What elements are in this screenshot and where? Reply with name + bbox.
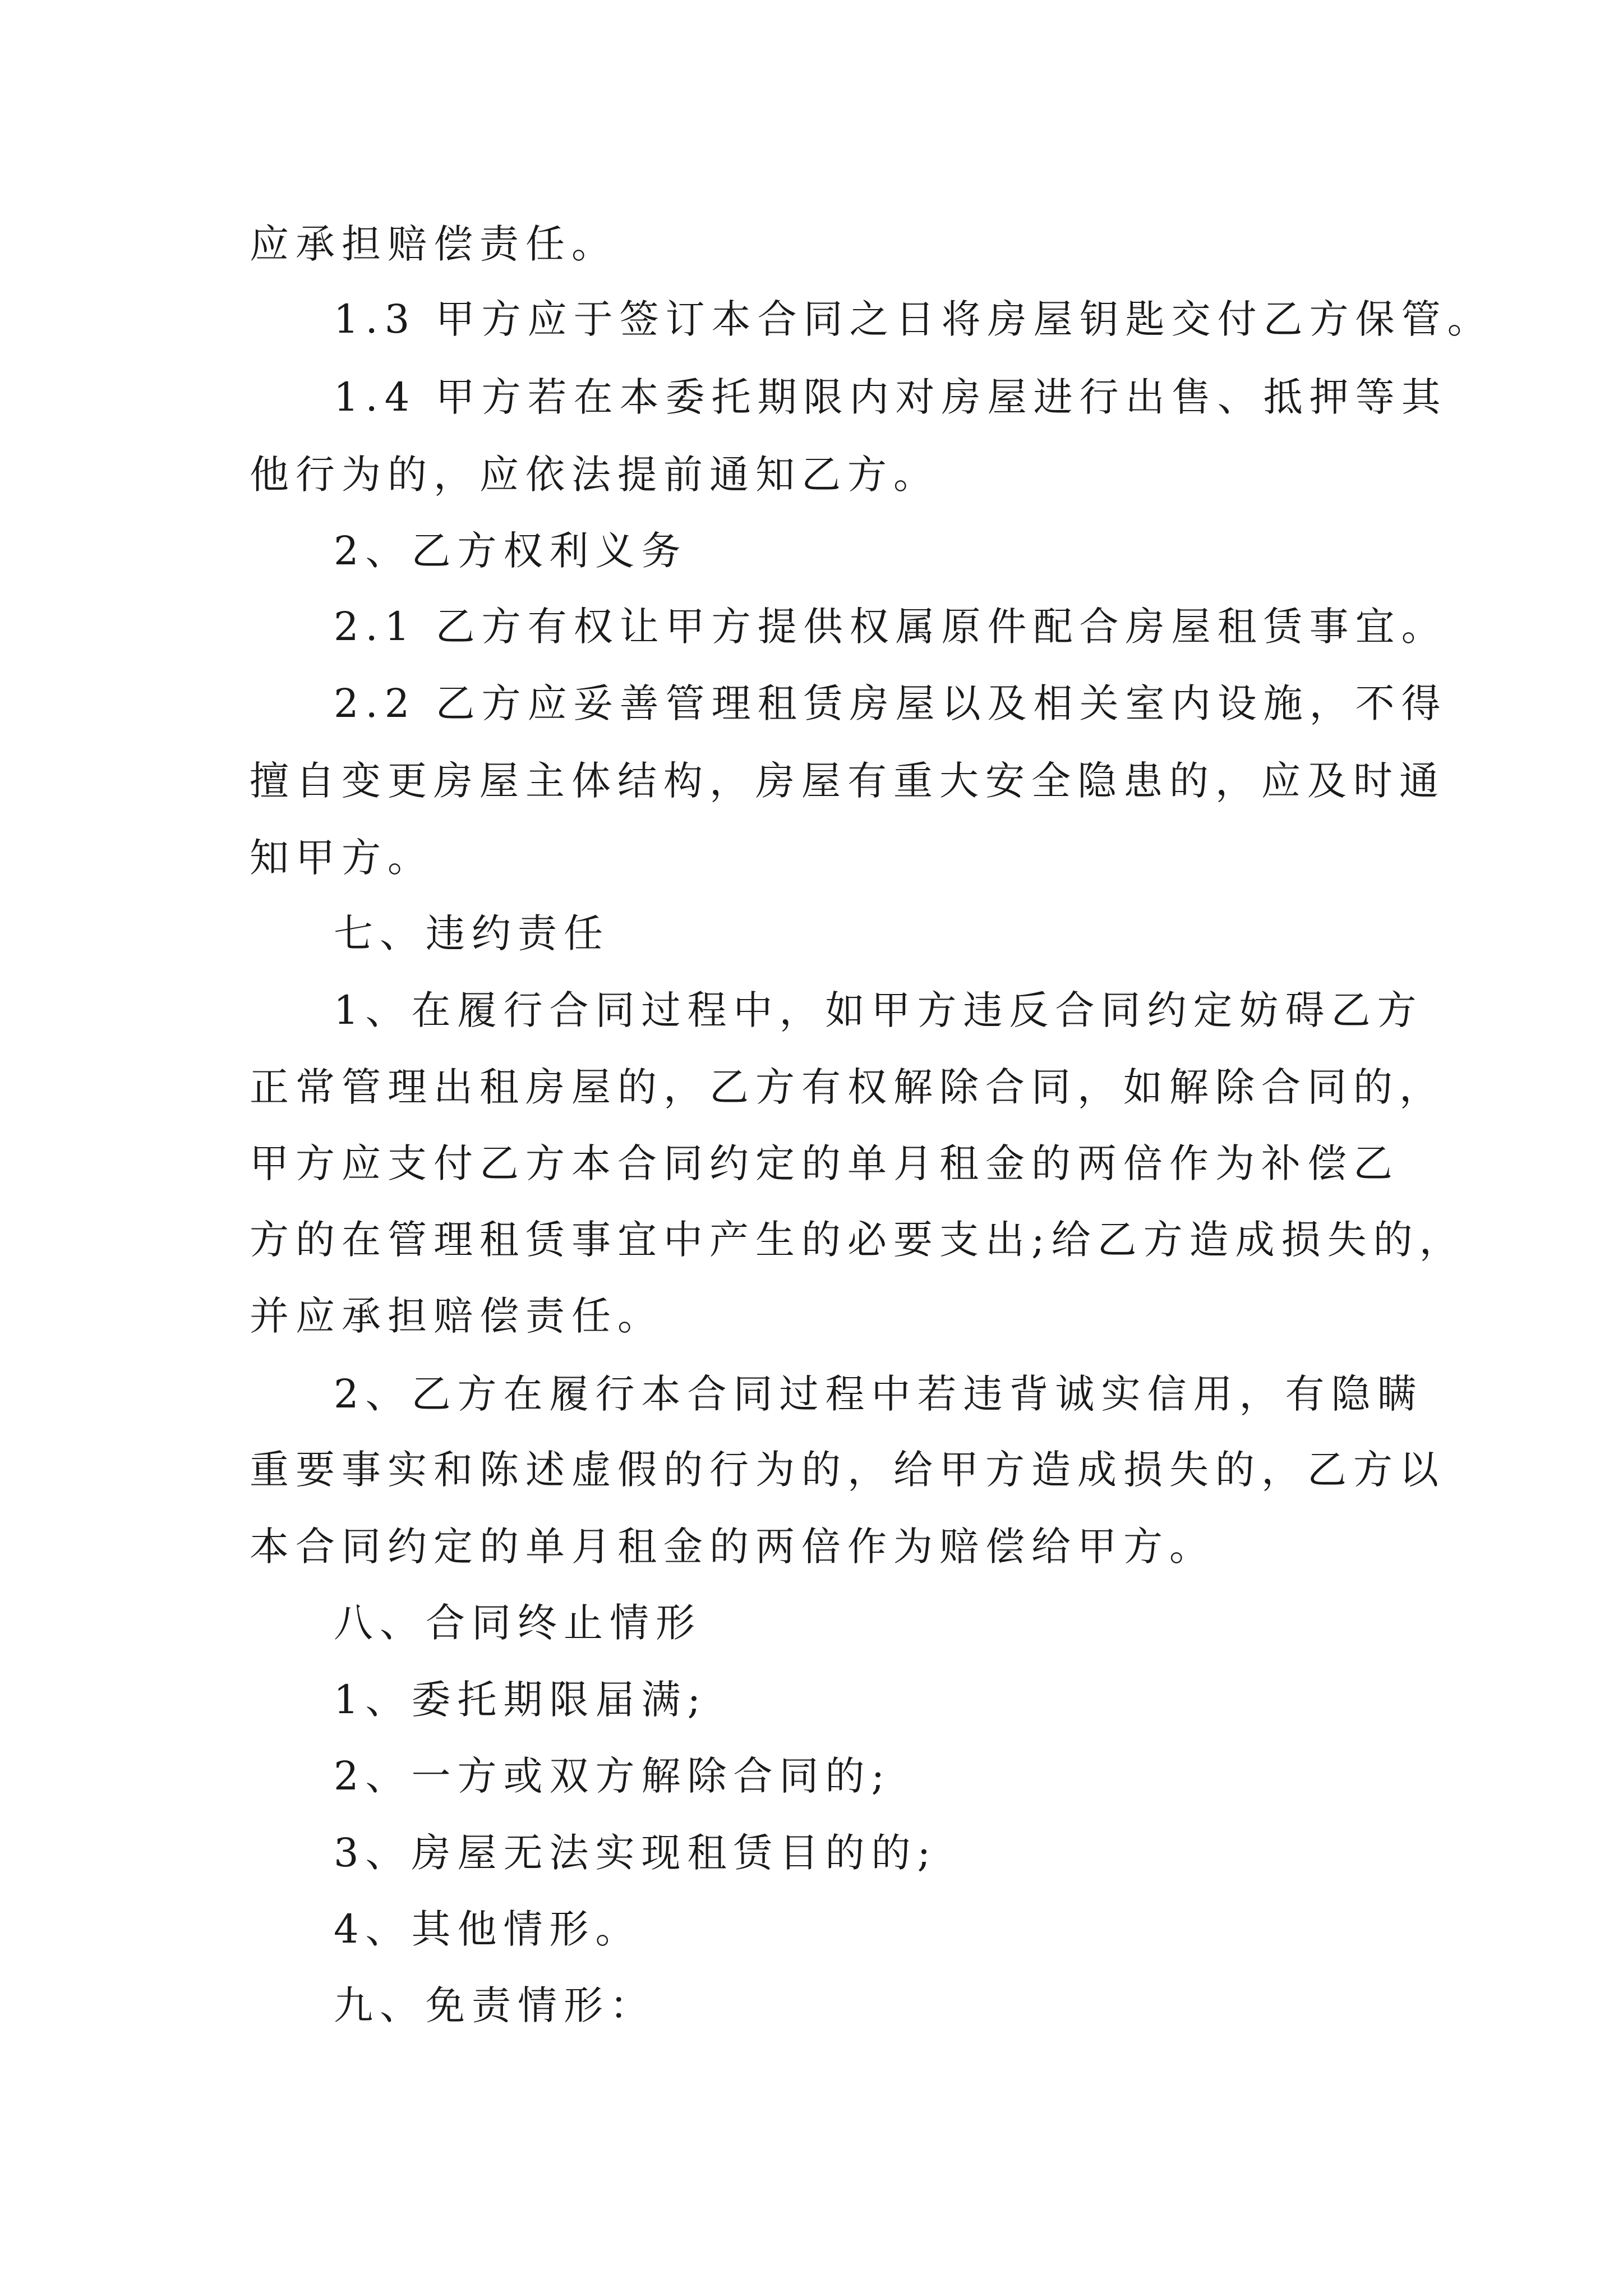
text-line: 擅自变更房屋主体结构，房屋有重大安全隐患的，应及时通 [250,758,1445,804]
text-line: 正常管理出租房屋的，乙方有权解除合同，如解除合同的， [250,1064,1445,1110]
text-line: 2.1 乙方有权让甲方提供权属原件配合房屋租赁事宜。 [334,604,1447,650]
text-line: 他行为的，应依法提前通知乙方。 [250,452,939,498]
text-line: 本合同约定的单月租金的两倍作为赔偿给甲方。 [250,1524,1215,1570]
list-item: 4、其他情形。 [334,1906,642,1952]
text-line: 1.3 甲方应于签订本合同之日将房屋钥匙交付乙方保管。 [334,296,1493,342]
section-heading: 七、违约责任 [334,910,610,956]
text-line: 重要事实和陈述虚假的行为的，给甲方造成损失的，乙方以 [250,1447,1445,1493]
text-line: 2.2 乙方应妥善管理租赁房屋以及相关室内设施，不得 [334,680,1447,726]
list-item: 2、一方或双方解除合同的; [334,1753,892,1799]
text-line: 1、在履行合同过程中，如甲方违反合同约定妨碍乙方 [334,987,1423,1033]
list-item: 1、委托期限届满; [334,1677,708,1723]
text-line: 1.4 甲方若在本委托期限内对房屋进行出售、抵押等其 [334,374,1447,420]
text-line: 应承担赔偿责任。 [250,221,617,267]
section-heading: 八、合同终止情形 [334,1600,702,1646]
text-line: 2、乙方在履行本合同过程中若违背诚实信用，有隐瞒 [334,1371,1423,1417]
text-line: 甲方应支付乙方本合同约定的单月租金的两倍作为补偿乙 [250,1140,1399,1186]
text-line: 知甲方。 [250,835,434,881]
section-heading: 九、免责情形： [334,1982,656,2028]
text-line: 并应承担赔偿责任。 [250,1293,663,1339]
section-heading: 2、乙方权利义务 [334,528,688,574]
text-line: 方的在管理租赁事宜中产生的必要支出;给乙方造成损失的， [250,1217,1465,1263]
list-item: 3、房屋无法实现租赁目的的; [334,1830,938,1876]
